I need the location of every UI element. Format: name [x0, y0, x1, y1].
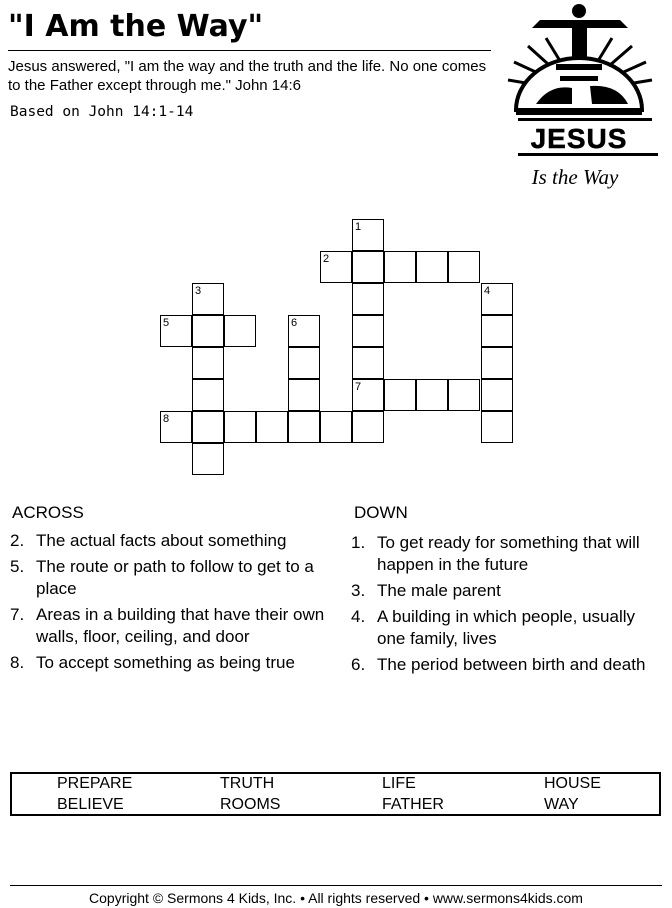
clue-num: 2. [10, 531, 25, 550]
crossword-cell[interactable] [352, 219, 384, 251]
crossword-cell[interactable] [320, 411, 352, 443]
crossword-cell[interactable] [352, 315, 384, 347]
clue-number: 7 [355, 381, 362, 393]
word-bank-item: ROOMS [220, 796, 281, 813]
down-heading: DOWN [354, 503, 408, 522]
crossword-cell[interactable] [416, 379, 448, 411]
down-clue [351, 654, 663, 676]
word-bank-item: FATHER [382, 796, 444, 813]
word-bank-item: LIFE [382, 775, 416, 792]
across-clue [10, 604, 330, 648]
across-clue [10, 652, 330, 674]
crossword-cell[interactable] [288, 379, 320, 411]
copyright-notice: Copyright © Sermons 4 Kids, Inc. • All rights reserved • www.sermons4kids.com [89, 890, 583, 906]
clue-num: 6. [351, 655, 366, 674]
crossword-cell[interactable] [448, 379, 480, 411]
crossword-cell[interactable] [481, 283, 513, 315]
crossword-cell[interactable] [192, 443, 224, 475]
across-clue [10, 556, 330, 600]
crossword-cell[interactable] [384, 251, 416, 283]
clue-number: 2 [323, 253, 330, 265]
clue-num: 8. [10, 653, 25, 672]
crossword-cell[interactable] [448, 251, 480, 283]
crossword-cell[interactable] [352, 379, 384, 411]
crossword-cell[interactable] [352, 283, 384, 315]
crossword-cell[interactable] [288, 411, 320, 443]
crossword-cell[interactable] [352, 251, 384, 283]
clue-num: 1. [351, 533, 366, 552]
clue-text: The male parent [377, 581, 501, 600]
clue-text: The route or path to follow to get to a place [36, 557, 314, 598]
clue-num: 4. [351, 607, 366, 626]
logo-wordmark: JESUS [530, 123, 628, 154]
word-bank-item: PREPARE [57, 775, 133, 792]
down-clue [351, 580, 663, 602]
word-bank-item: HOUSE [544, 775, 601, 792]
crossword-cell[interactable] [288, 315, 320, 347]
scripture-verse: Jesus answered, "I am the way and the truth and the life. No one comes to the Father except through me." John 14:6 [8, 58, 487, 94]
crossword-cell[interactable] [192, 379, 224, 411]
globe-icon [516, 58, 642, 115]
word-bank [10, 772, 661, 816]
clue-text: To accept something as being true [36, 653, 295, 672]
crossword-cell[interactable] [481, 411, 513, 443]
clue-num: 5. [10, 557, 25, 576]
crossword-cell[interactable] [288, 347, 320, 379]
crossword-cell[interactable] [352, 347, 384, 379]
down-clue [351, 532, 663, 576]
crossword-cell[interactable] [481, 315, 513, 347]
down-clue-list [351, 532, 663, 680]
crossword-cell[interactable] [256, 411, 288, 443]
clue-number: 4 [484, 285, 491, 297]
crossword-cell[interactable] [481, 379, 513, 411]
clue-number: 8 [163, 413, 170, 425]
across-heading: ACROSS [12, 503, 84, 522]
crossword-cell[interactable] [416, 251, 448, 283]
clue-num: 3. [351, 581, 366, 600]
word-bank-item: BELIEVE [57, 796, 124, 813]
crossword-cell[interactable] [384, 379, 416, 411]
crossword-cell[interactable] [224, 411, 256, 443]
clue-text: The period between birth and death [377, 655, 646, 674]
clue-text: A building in which people, usually one family, lives [377, 607, 636, 648]
footer-divider [10, 885, 662, 886]
crossword-cell[interactable] [192, 347, 224, 379]
clue-number: 5 [163, 317, 170, 329]
clue-text: To get ready for something that will happen in the future [377, 533, 640, 574]
scripture-reference: Based on John 14:1-14 [10, 104, 194, 120]
crossword-cell[interactable] [224, 315, 256, 347]
clue-text: The actual facts about something [36, 531, 287, 550]
word-bank-item: TRUTH [220, 775, 275, 792]
clue-text: Areas in a building that have their own walls, floor, ceiling, and door [36, 605, 325, 646]
crossword-cell[interactable] [160, 315, 192, 347]
crossword-cell[interactable] [320, 251, 352, 283]
down-clue [351, 606, 663, 650]
clue-number: 3 [195, 285, 202, 297]
clue-number: 1 [355, 221, 362, 233]
crossword-cell[interactable] [192, 411, 224, 443]
across-clue-list [10, 530, 330, 678]
page-title: "I Am the Way" [8, 9, 264, 44]
logo-tagline: Is the Way [531, 165, 619, 189]
crossword-cell[interactable] [160, 411, 192, 443]
crossword-cell[interactable] [192, 283, 224, 315]
clue-number: 6 [291, 317, 298, 329]
crossword-cell[interactable] [352, 411, 384, 443]
across-clue [10, 530, 330, 552]
word-bank-item: WAY [544, 796, 579, 813]
crossword-cell[interactable] [192, 315, 224, 347]
clue-num: 7. [10, 605, 25, 624]
title-divider [8, 50, 491, 51]
crossword-cell[interactable] [481, 347, 513, 379]
